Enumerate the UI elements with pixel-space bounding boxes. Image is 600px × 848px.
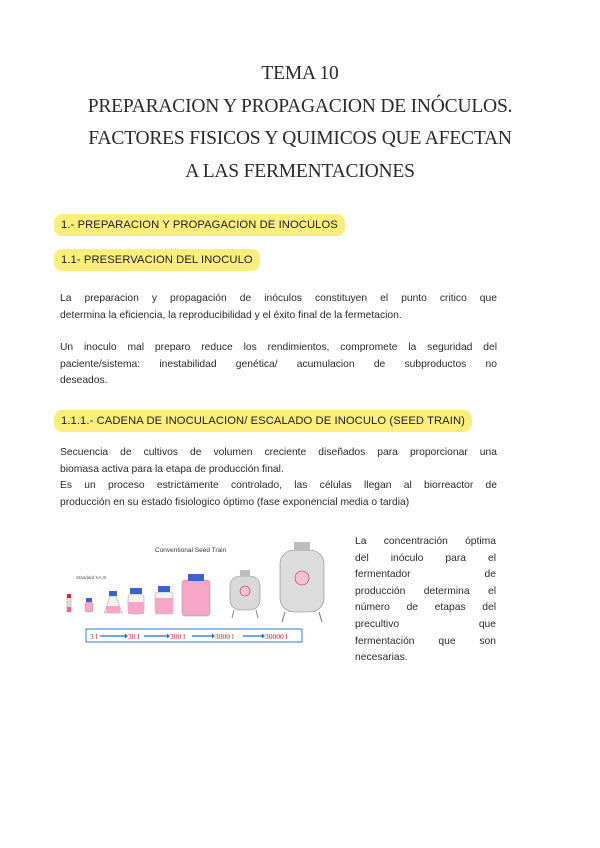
- title-line-2: PREPARACION Y PROPAGACION DE INÓCULOS.: [87, 95, 513, 117]
- side-line: precultivo que: [355, 618, 496, 630]
- culture-bottle-icon: [128, 588, 144, 614]
- paragraph-line: Secuencia de cultivos de volumen creciente diseñados para proporcionar una: [60, 447, 497, 458]
- shake-flask-small-icon: [85, 598, 93, 612]
- bioreactor-small-icon: [230, 570, 260, 618]
- culture-vessel-icon: [155, 586, 173, 614]
- volume-label: 3000 l: [215, 632, 234, 641]
- paragraph-1: [60, 291, 497, 324]
- paragraph-line: determina la eficiencia, la reproducibilidad y el éxito final de la fermetacion.: [60, 309, 402, 321]
- bioreactor-large-icon: [280, 542, 324, 622]
- figure-bank-label: Standard KA III: [76, 575, 107, 580]
- paragraph-line: producción en su estado fisiologico óptimo (fase exponencial media o tardia): [60, 496, 410, 508]
- title-line-1: TEMA 10: [261, 63, 339, 84]
- document-title: [40, 58, 560, 188]
- paragraph-line: deseados.: [60, 375, 108, 387]
- vial-icon: [67, 594, 71, 612]
- wave-bioreactor-icon: [182, 574, 210, 616]
- volume-label: 30000 l: [265, 632, 288, 641]
- section-heading-1-1: 1.1- PRESERVACION DEL INOCULO: [54, 249, 260, 271]
- side-line: del inóculo para el: [355, 552, 496, 564]
- side-line: necesarias.: [355, 652, 408, 664]
- side-line: producción determina el: [355, 585, 496, 597]
- volume-label: 30 l: [128, 632, 140, 641]
- seed-train-diagram: [60, 536, 328, 654]
- paragraph-line: La preparacion y propagación de inóculos constituyen el punto critico que: [60, 293, 497, 304]
- paragraph-line: Un inoculo mal preparo reduce los rendimientos, compromete la seguridad del: [60, 342, 497, 353]
- side-line: La concentración óptima: [355, 536, 496, 547]
- paragraph-line: Es un proceso estrictamente controlado, las células llegan al biorreactor de: [60, 480, 497, 492]
- section-heading-1: 1.- PREPARACION Y PROPAGACION DE INOCULOS: [54, 214, 345, 236]
- side-line: número de etapas del: [355, 602, 496, 614]
- volume-label: 3 l: [90, 632, 98, 641]
- seed-train-figure: [60, 536, 328, 654]
- side-paragraph: [355, 534, 496, 667]
- paragraph-2: [60, 340, 497, 390]
- volume-label: 300 l: [170, 632, 186, 641]
- title-line-4: A LAS FERMENTACIONES: [185, 160, 415, 182]
- paragraph-line: biomasa activa para la etapa de producción final.: [60, 463, 284, 475]
- shake-flask-medium-icon: [104, 591, 122, 613]
- side-line: fermentador de: [355, 569, 496, 581]
- paragraph-line: paciente/sistema: inestabilidad genética/ acumulacion de subproductos no: [60, 358, 497, 370]
- side-line: fermentación que son: [355, 635, 496, 647]
- paragraph-3: [60, 445, 497, 511]
- section-heading-1-1-1: 1.1.1.- CADENA DE INOCULACION/ ESCALADO DE INOCULO (SEED TRAIN): [54, 410, 472, 432]
- figure-title: Conventional Seed Train: [155, 547, 227, 554]
- title-line-3: FACTORES FISICOS Y QUIMICOS QUE AFECTAN: [88, 128, 512, 149]
